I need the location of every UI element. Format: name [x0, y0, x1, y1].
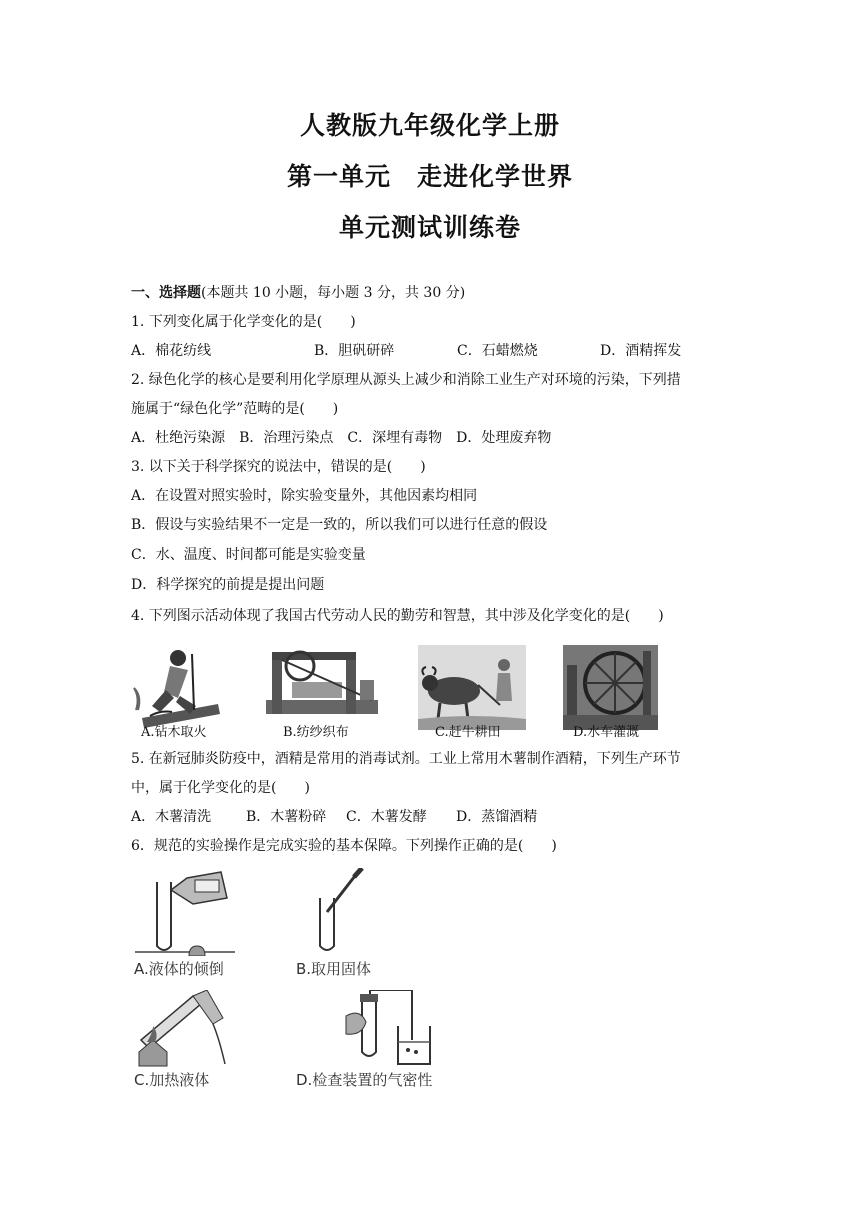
- q5-option-c: C．木薯发酵: [346, 809, 427, 825]
- q5-stem-line-1: 5. 在新冠肺炎防疫中，酒精是常用的消毒试剂。工业上常用木薯制作酒精，下列生产环节: [131, 751, 681, 767]
- q4-option-c: C.赶牛耕田: [435, 725, 501, 740]
- liquid-heating-image: [133, 990, 228, 1068]
- q3-option-c: C．水、温度、时间都可能是实验变量: [131, 547, 366, 563]
- section-label: 一、选择题: [131, 285, 201, 301]
- solid-taking-image: [310, 868, 370, 956]
- section-note: (本题共 10 小题，每小题 3 分，共 30 分): [201, 285, 466, 301]
- q4-option-b: B.纺纱织布: [283, 725, 349, 740]
- q5-options: [131, 807, 741, 827]
- q4-stem: 4. 下列图示活动体现了我国古代劳动人民的勤劳和智慧，其中涉及化学变化的是( ): [131, 608, 664, 624]
- title-line-1: 人教版九年级化学上册: [299, 111, 560, 140]
- q3-option-b: B．假设与实验结果不一定是一致的，所以我们可以进行任意的假设: [131, 517, 548, 533]
- ox-plowing-image: [418, 645, 526, 730]
- q4-option-a: A.钻木取火: [141, 725, 207, 740]
- airtightness-check-image: [340, 990, 440, 1068]
- q1-option-a: A．棉花纺线: [131, 343, 212, 359]
- q2-stem-line-1: 2. 绿色化学的核心是要利用化学原理从源头上减少和消除工业生产对环境的污染，下列措: [131, 372, 681, 388]
- q2-stem-line-2: 施属于“绿色化学”范畴的是( ): [131, 401, 339, 417]
- q2-options: A．杜绝污染源 B．治理污染点 C．深埋有毒物 D．处理废弃物: [131, 430, 552, 446]
- q1-option-d: D．酒精挥发: [600, 343, 682, 359]
- q3-option-a: A．在设置对照实验时，除实验变量外，其他因素均相同: [131, 488, 478, 504]
- q4-option-d: D.水车灌溉: [573, 725, 640, 740]
- q5-option-d: D．蒸馏酒精: [456, 809, 538, 825]
- liquid-pouring-image: [135, 868, 240, 956]
- q3-stem: 3. 以下关于科学探究的说法中，错误的是( ): [131, 459, 426, 475]
- q1-stem: 1. 下列变化属于化学变化的是( ): [131, 314, 356, 330]
- q1-options: [131, 341, 741, 361]
- q1-option-b: B．胆矾研碎: [314, 343, 395, 359]
- q6-stem: 6．规范的实验操作是完成实验的基本保障。下列操作正确的是( ): [131, 838, 557, 854]
- q5-stem-line-2: 中，属于化学变化的是( ): [131, 780, 310, 796]
- spinning-weaving-image: [262, 640, 382, 730]
- q5-option-a: A．木薯清洗: [131, 809, 212, 825]
- title-line-2: 第一单元 走进化学世界: [286, 162, 573, 191]
- title-line-3: 单元测试训练卷: [338, 213, 521, 242]
- q6-option-d: D.检查装置的气密性: [296, 1071, 433, 1089]
- q6-option-c: C.加热液体: [134, 1071, 210, 1089]
- q6-option-a: A.液体的倾倒: [134, 960, 224, 978]
- q3-option-d: D．科学探究的前提是提出问题: [131, 577, 325, 593]
- q5-option-b: B．木薯粉碎: [246, 809, 327, 825]
- waterwheel-irrigation-image: [563, 645, 658, 730]
- section-heading: [131, 283, 741, 303]
- q6-option-b: B.取用固体: [296, 960, 372, 978]
- q1-option-c: C．石蜡燃烧: [457, 343, 538, 359]
- drilling-wood-fire-image: [130, 640, 225, 732]
